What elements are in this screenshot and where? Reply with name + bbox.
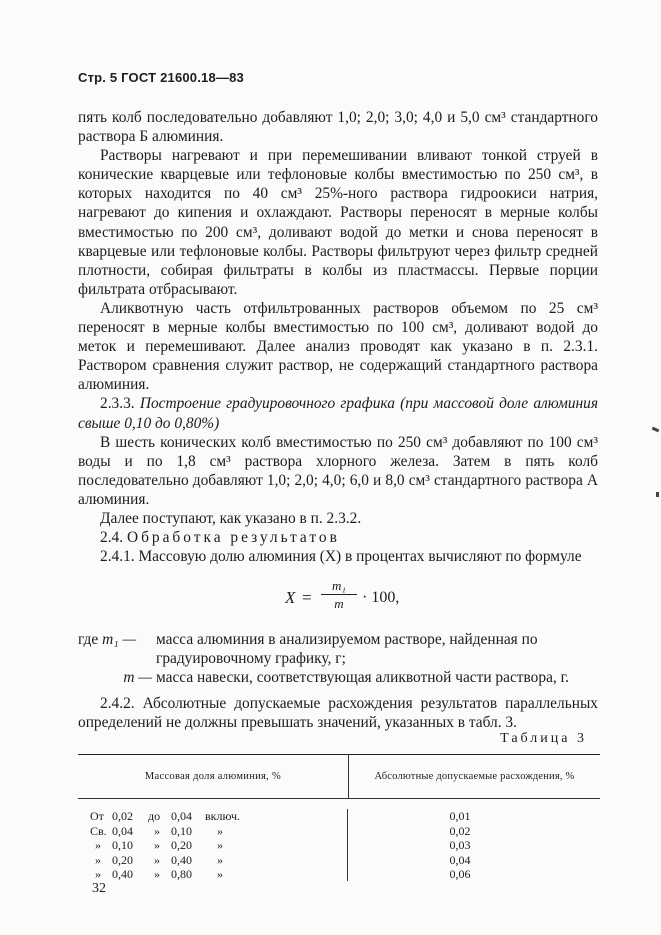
legend-m1 (78, 630, 598, 668)
table-row (90, 809, 347, 824)
tolerance-column (348, 809, 600, 882)
row-from: 0,04 (112, 823, 133, 838)
row-suffix: » (217, 823, 223, 838)
row-suffix: » (217, 838, 223, 853)
page-header: Стр. 5 ГОСТ 21600.18—83 (78, 70, 244, 85)
formula-numerator: m₁ (321, 578, 357, 595)
paragraph-6: 2.4.1. Массовую долю алюминия (X) в процентах вычисляют по формуле (100, 548, 582, 566)
paragraph-3: Аликвотную часть отфильтрованных растворов объемом по 25 см³ переносят в мерные колбы вместимостью по 100 см³, доливают водой до меток и перемешивают. Далее анализ проводят как указано в п. 2.3.1. Раствором сравнения служит раствор, не содержащий стандартного раствора алюминия. (78, 299, 598, 394)
formula-rhs: · 100, (362, 589, 400, 607)
formula-equals: = (302, 588, 312, 608)
formula-denominator: m (334, 596, 344, 612)
table-3 (78, 754, 600, 882)
scan-speck (652, 427, 660, 433)
row-prefix: От (90, 809, 104, 823)
row-to: 0,80 (171, 867, 192, 882)
row-mid: » (154, 823, 160, 838)
row-from: 0,10 (112, 838, 133, 853)
legend-m1-description: масса алюминия в анализируемом растворе, найденная по градуировочному графику, г; (156, 631, 538, 668)
formula (78, 578, 598, 618)
where-word: где (78, 631, 99, 649)
table-row (90, 853, 347, 868)
column-header-tolerance: Абсолютные допускаемые расхождения, % (374, 770, 575, 782)
column-header-mass-fraction: Массовая доля алюминия, % (78, 755, 349, 798)
row-to: 0,40 (171, 852, 192, 867)
row-suffix: включ. (205, 809, 241, 823)
scan-speck (656, 492, 659, 497)
mass-fraction-column (78, 809, 348, 881)
row-prefix: » (95, 867, 101, 882)
row-from: 0,20 (112, 852, 133, 867)
table-caption: Таблица 3 (500, 731, 587, 746)
paragraph-1: пять колб последовательно добавляют 1,0; 2,0; 3,0; 4,0 и 5,0 см³ стандартного раствора Б алюминия. (78, 109, 598, 146)
body-text (78, 108, 598, 732)
paragraph-2: Растворы нагревают и при перемешивании вливают тонкой струей в конические кварцевые или тефлоновые колбы вместимостью по 250 см³, в которых находится по 40 см³ 25%-ного раствора гидроокиси натрия, нагревают до кипения и охлаждают. Растворы переносят в мерные колбы вместимостью по 200 см³, доливают водой до метки и снова переносят в кварцевые или тефлоновые колбы. Растворы фильтруют через фильтр средней плотности, собирая фильтраты в колбы из пластмассы. Первые порции фильтрата отбрасывают. (78, 147, 598, 298)
section-number: 2.3.3. (100, 395, 135, 413)
section-2-3-3 (78, 394, 598, 432)
row-mid: » (154, 838, 160, 853)
table-row (90, 867, 347, 882)
row-mid: » (154, 852, 160, 867)
paragraph-7: 2.4.2. Абсолютные допускаемые расхождения результатов параллельных определений не должны превышать значений, указанных в табл. 3. (78, 694, 598, 731)
table-row (90, 838, 347, 853)
section-title: Построение градуировочного графика (при массовой доле алюминия свыше 0,10 до 0,80%) (78, 395, 598, 432)
row-mid: до (148, 809, 161, 823)
tolerance-value: 0,03 (449, 838, 471, 853)
table-body (78, 799, 600, 882)
formula-fraction (321, 578, 357, 612)
section-2-4 (78, 528, 598, 547)
section-number: 2.4. (100, 529, 124, 547)
row-from: 0,02 (112, 809, 133, 823)
row-to: 0,04 (171, 809, 192, 823)
page-number: 32 (92, 881, 106, 896)
row-to: 0,20 (171, 838, 192, 853)
paragraph-5: Далее поступают, как указано в п. 2.3.2. (100, 509, 362, 527)
legend-m (78, 668, 598, 687)
row-suffix: » (217, 852, 223, 867)
legend-m-description: масса навески, соответствующая аликвотной части раствора, г. (156, 669, 570, 687)
row-prefix: » (95, 852, 101, 867)
tolerance-value: 0,02 (449, 823, 471, 838)
section-title: Обработка результатов (126, 529, 340, 547)
paragraph-4: В шесть конических колб вместимостью по 250 см³ добавляют по 100 см³ воды и по 1,8 см³ раствора хлорного железа. Затем в пять колб последовательно добавляют 1,0; 2,0; 4,0; 6,0 и 8,0 см³ стандартного раствора А алюминия. (78, 433, 598, 508)
legend-intro (78, 630, 156, 668)
table-row (90, 824, 347, 839)
row-suffix: » (217, 867, 223, 882)
row-prefix: Св. (90, 823, 107, 838)
row-mid: » (154, 867, 160, 882)
symbol-m: m — (123, 669, 152, 687)
row-from: 0,40 (112, 867, 133, 882)
table-header (78, 755, 600, 799)
formula-lhs: X (285, 588, 296, 608)
symbol-m1: m₁ — (102, 631, 137, 649)
row-prefix: » (95, 838, 101, 853)
row-to: 0,10 (171, 823, 192, 838)
tolerance-value: 0,01 (449, 809, 471, 823)
tolerance-value: 0,04 (449, 852, 471, 867)
tolerance-value: 0,06 (449, 867, 471, 882)
